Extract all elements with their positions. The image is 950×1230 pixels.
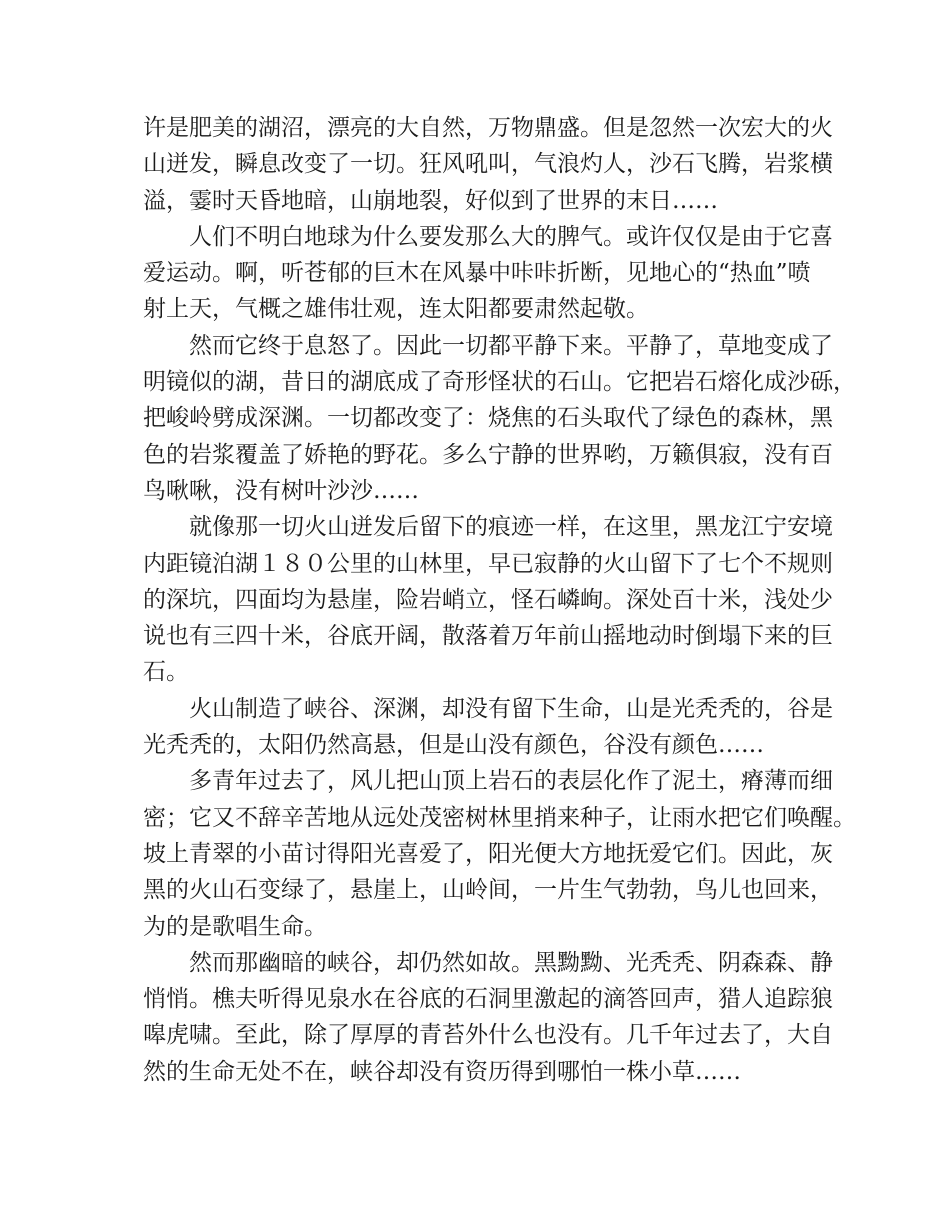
- text-line: 石。: [143, 659, 189, 686]
- paragraph-first-line: 火山制造了峡谷、深渊，却没有留下生命，山是光秃秃的，谷是: [189, 695, 833, 722]
- text-line: 黑的火山石变绿了，悬崖上，山岭间，一片生气勃勃，鸟儿也回来，: [143, 877, 833, 904]
- text-line: 把峻岭劈成深渊。一切都改变了：烧焦的石头取代了绿色的森林，黑: [143, 405, 833, 432]
- text-line: 许是肥美的湖沼，漂亮的大自然，万物鼎盛。但是忽然一次宏大的火: [143, 115, 833, 141]
- text-line: 明镜似的湖，昔日的湖底成了奇形怪状的石山。它把岩石熔化成沙砾，: [143, 369, 856, 396]
- paragraph-first-line: 多青年过去了，风儿把山顶上岩石的表层化作了泥土，瘠薄而细: [189, 768, 833, 795]
- text-line: 山迸发，瞬息改变了一切。狂风吼叫，气浪灼人，沙石飞腾，岩浆横: [143, 151, 833, 178]
- text-line: 密；它又不辞辛苦地从远处茂密树林里捎来种子，让雨水把它们唤醒。: [143, 804, 856, 831]
- text-line: 悄悄。樵夫听得见泉水在谷底的石洞里激起的滴答回声，猎人追踪狼: [143, 986, 833, 1013]
- paragraph-first-line: 然而那幽暗的峡谷，却仍然如故。黑黝黝、光秃秃、阴森森、静: [189, 949, 833, 976]
- text-line: 内距镜泊湖１８０公里的山林里，早已寂静的火山留下了七个不规则: [143, 550, 833, 577]
- paragraph-first-line: 然而它终于息怒了。因此一切都平静下来。平静了，草地变成了: [189, 332, 833, 359]
- text-line: 坡上青翠的小苗讨得阳光喜爱了，阳光便大方地抚爱它们。因此，灰: [143, 840, 833, 867]
- text-line: 然的生命无处不在，峡谷却没有资历得到哪怕一株小草……: [143, 1058, 741, 1085]
- text-line: 说也有三四十米，谷底开阔，散落着万年前山摇地动时倒塌下来的巨: [143, 623, 833, 650]
- text-line: 色的岩浆覆盖了娇艳的野花。多么宁静的世界哟，万籁俱寂，没有百: [143, 441, 833, 468]
- paragraph-first-line: 就像那一切火山迸发后留下的痕迹一样，在这里，黑龙江宁安境: [189, 514, 833, 541]
- text-line: 溢，霎时天昏地暗，山崩地裂，好似到了世界的末日……: [143, 187, 718, 214]
- text-line: 嗥虎啸。至此，除了厚厚的青苔外什么也没有。几千年过去了，大自: [143, 1022, 833, 1049]
- text-line: 的深坑，四面均为悬崖，险岩峭立，怪石嶙峋。深处百十米，浅处少: [143, 586, 833, 613]
- text-line: 为的是歌唱生命。: [143, 913, 327, 940]
- text-line: 光秃秃的，太阳仍然高悬，但是山没有颜色，谷没有颜色……: [143, 732, 764, 759]
- text-line: 射上天，气概之雄伟壮观，连太阳都要肃然起敬。: [143, 296, 649, 323]
- paragraph-first-line: 人们不明白地球为什么要发那么大的脾气。或许仅仅是由于它喜: [189, 223, 833, 250]
- text-line: 鸟啾啾，没有树叶沙沙……: [143, 477, 419, 504]
- article-body: [143, 110, 856, 1090]
- text-line: 爱运动。啊，听苍郁的巨木在风暴中咔咔折断，见地心的“热血”喷: [143, 260, 811, 287]
